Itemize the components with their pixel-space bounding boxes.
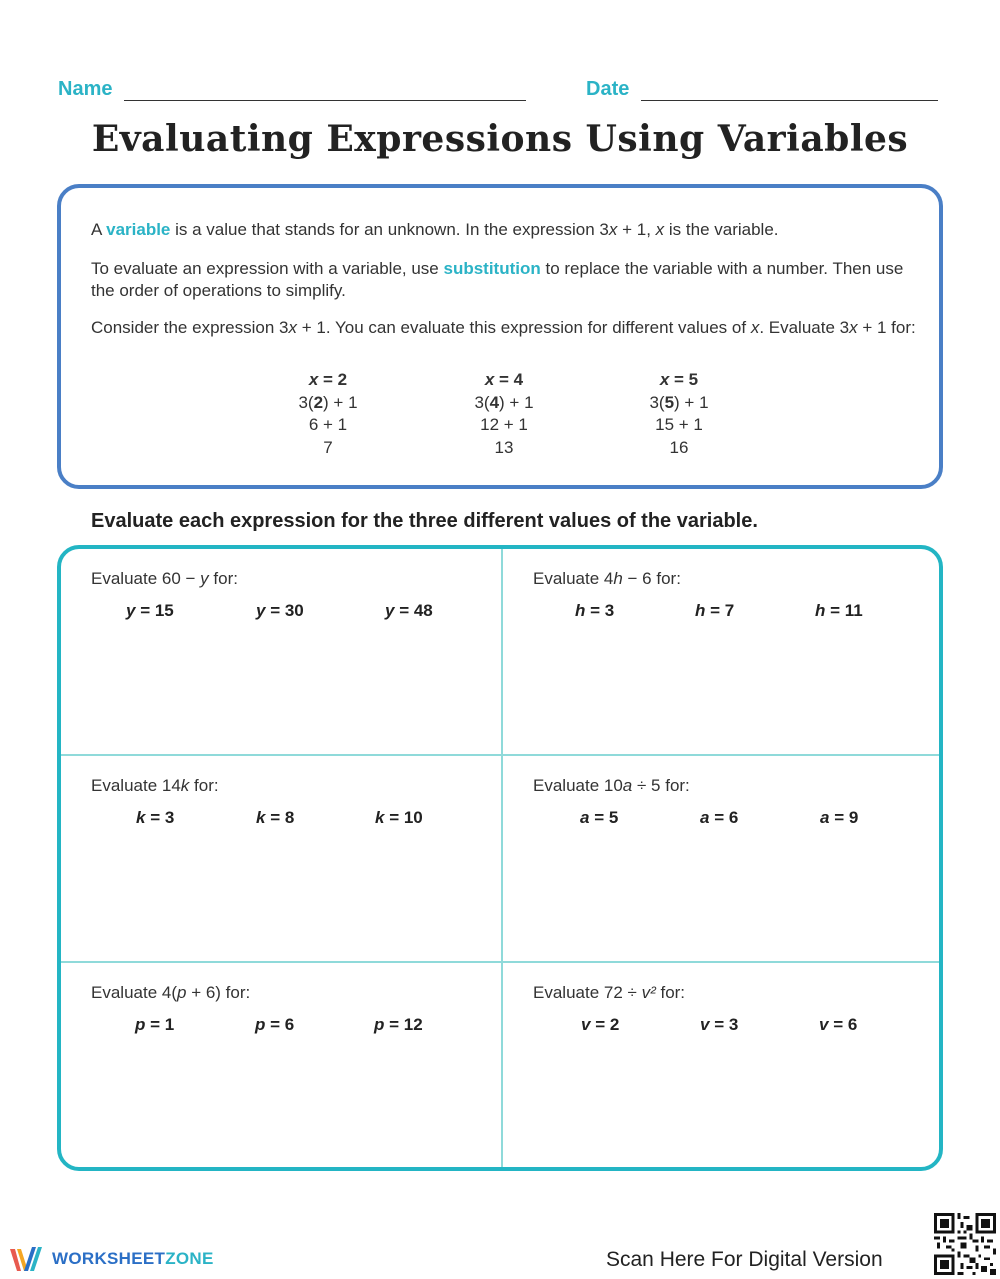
example-result: 13 [494, 437, 514, 457]
example-substitution: 3(2) + 1 [298, 392, 358, 412]
problem-value: a = 6 [700, 808, 739, 827]
explanation-box [57, 184, 943, 489]
example-result: 7 [323, 437, 333, 457]
example-step: 12 + 1 [480, 415, 528, 434]
substitution-paragraph: To evaluate an expression with a variable, use substitution to replace the variable with a number. Then use the order of operations to simplify. [91, 259, 904, 300]
definition-paragraph: A variable is a value that stands for an unknown. In the expression 3x + 1, x is the variable. [91, 220, 779, 239]
problem-value: p = 12 [374, 1015, 423, 1034]
problem-value: a = 9 [820, 808, 859, 827]
example-substitution: 3(4) + 1 [474, 392, 534, 412]
keyword-substitution: substitution [443, 259, 541, 278]
problem-value: v = 6 [819, 1015, 858, 1034]
example-column [604, 369, 754, 459]
problem-value: h = 11 [815, 601, 863, 620]
problem-value: p = 1 [135, 1015, 175, 1034]
name-label: Name [58, 78, 113, 100]
problem-cell[interactable] [503, 549, 943, 755]
example-value: x = 2 [308, 370, 348, 389]
problem-value: k = 10 [375, 808, 423, 827]
problem-cell[interactable] [503, 756, 943, 962]
worksheetzone-logo[interactable] [8, 1243, 238, 1275]
example-result: 16 [669, 437, 689, 457]
example-value: x = 5 [659, 370, 699, 389]
problem-cell[interactable] [61, 756, 501, 962]
problem-value: p = 6 [255, 1015, 295, 1034]
problem-value: a = 5 [580, 808, 619, 827]
instructions: Evaluate each expression for the three different values of the variable. [91, 510, 758, 532]
keyword-variable: variable [106, 220, 171, 239]
problem-value: h = 3 [575, 601, 615, 620]
worksheetzone-logo-icon [8, 1243, 48, 1275]
problem-prompt: Evaluate 14k for: [91, 776, 219, 795]
problem-value: y = 15 [126, 601, 174, 620]
problem-value: k = 8 [256, 808, 295, 827]
problem-prompt: Evaluate 4(p + 6) for: [91, 983, 251, 1002]
date-field-line[interactable] [641, 100, 938, 101]
problem-prompt: Evaluate 10a ÷ 5 for: [533, 776, 690, 795]
scan-text: Scan Here For Digital Version [606, 1248, 883, 1271]
problem-value: v = 2 [581, 1015, 620, 1034]
example-column [429, 369, 579, 459]
problem-cell[interactable] [503, 963, 943, 1169]
example-intro-paragraph: Consider the expression 3x + 1. You can evaluate this expression for different values of x. Evaluate 3x + 1 for: [91, 318, 916, 337]
problem-grid [57, 545, 943, 1171]
worksheet-header [58, 76, 940, 106]
problem-value: v = 3 [700, 1015, 739, 1034]
example-value: x = 4 [484, 370, 524, 389]
example-substitution: 3(5) + 1 [649, 392, 709, 412]
problem-value: h = 7 [695, 601, 735, 620]
date-label: Date [586, 78, 630, 100]
example-column [253, 369, 403, 459]
page-title: Evaluating Expressions Using Variables [91, 118, 909, 160]
name-field-line[interactable] [124, 100, 526, 101]
example-step: 15 + 1 [655, 415, 703, 434]
qr-code-icon[interactable] [934, 1213, 996, 1275]
problem-cell[interactable] [61, 963, 501, 1169]
problem-prompt: Evaluate 60 − y for: [91, 569, 238, 588]
problem-prompt: Evaluate 4h − 6 for: [533, 569, 681, 588]
problem-value: k = 3 [136, 808, 175, 827]
problem-value: y = 30 [256, 601, 304, 620]
logo-text: WORKSHEETZONE [52, 1249, 214, 1268]
problem-cell[interactable] [61, 549, 501, 755]
problem-value: y = 48 [385, 601, 433, 620]
example-step: 6 + 1 [308, 415, 348, 434]
problem-prompt: Evaluate 72 ÷ v² for: [533, 983, 686, 1002]
